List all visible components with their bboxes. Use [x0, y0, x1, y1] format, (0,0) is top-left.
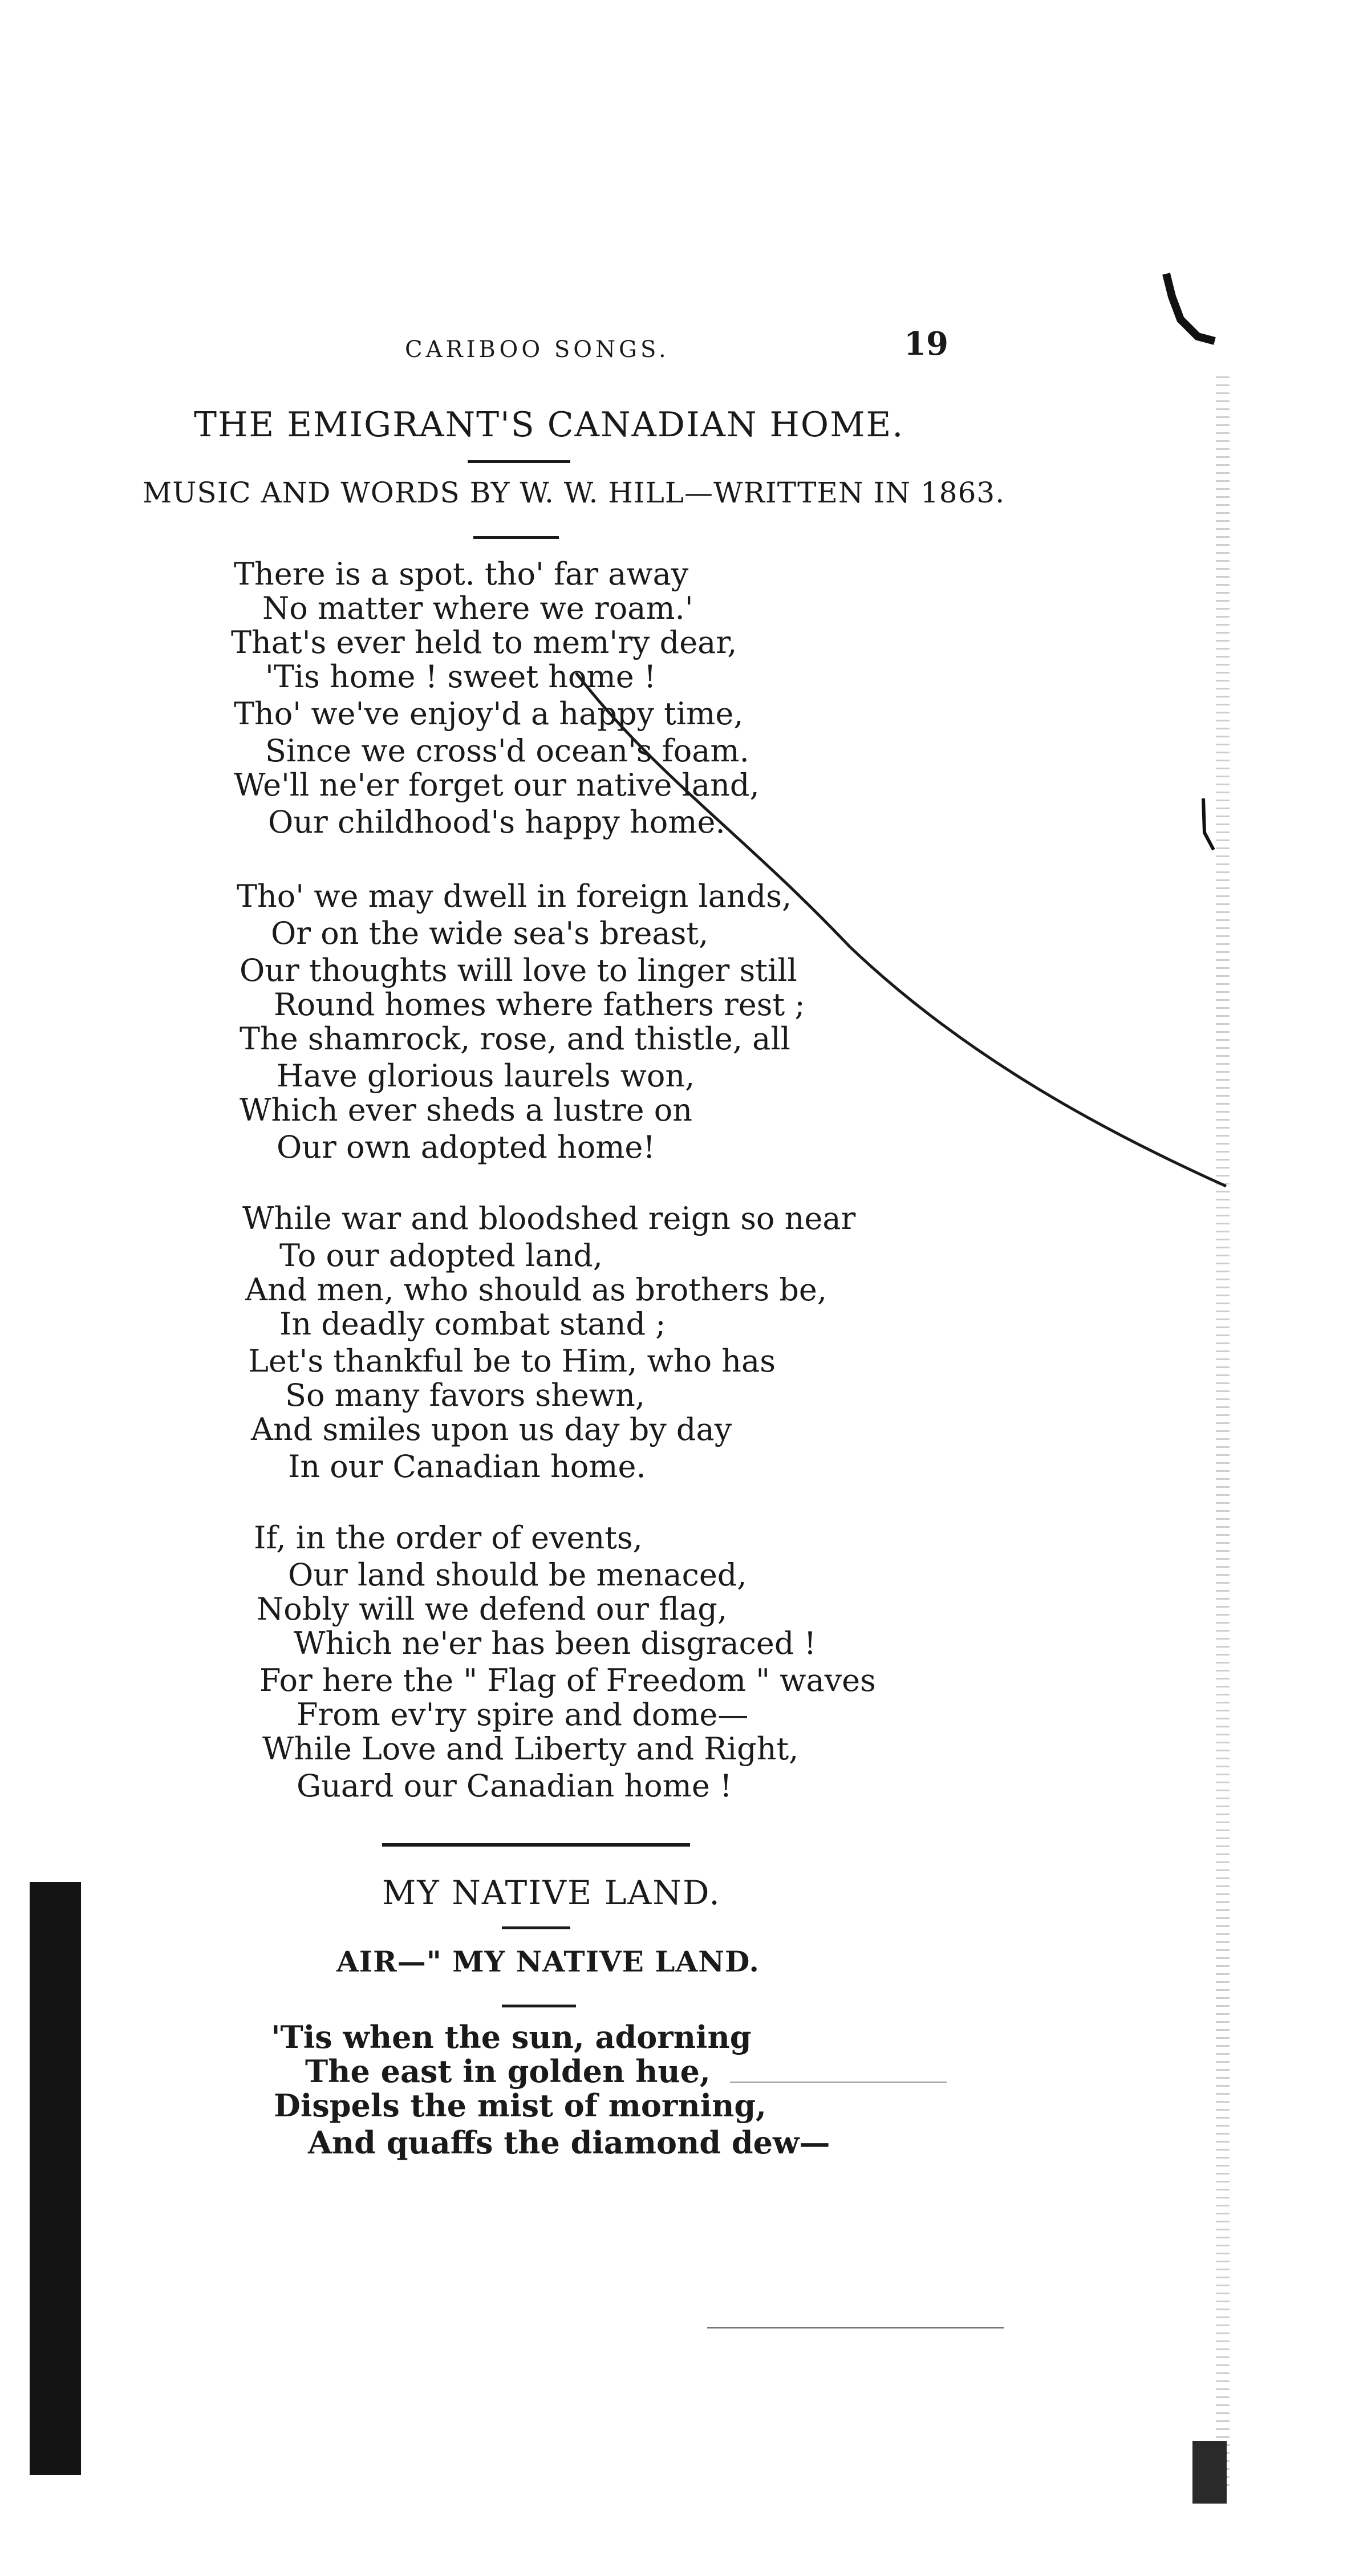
verse-line: While Love and Liberty and Right, [262, 1731, 799, 1767]
verse-line: In our Canadian home. [288, 1449, 646, 1484]
verse-line: So many favors shewn, [285, 1377, 646, 1413]
title-rule [468, 460, 570, 463]
verse-line: In deadly combat stand ; [279, 1306, 666, 1342]
verse-line: 'Tis when the sun, adorning [271, 2019, 752, 2055]
byline-rule [473, 536, 559, 539]
stray-line [707, 2327, 1004, 2328]
verse-line: From ev'ry spire and dome— [297, 1697, 749, 1733]
verse-line: Tho' we may dwell in foreign lands, [237, 878, 792, 914]
verse-line: There is a spot. tho' far away [234, 556, 689, 592]
verse-line: And smiles upon us day by day [251, 1411, 732, 1447]
verse-line: That's ever held to mem'ry dear, [231, 624, 737, 660]
verse-line: Or on the wide sea's breast, [271, 915, 709, 951]
verse-line: Which ne'er has been disgraced ! [294, 1625, 817, 1661]
verse-line: Our own adopted home! [277, 1129, 656, 1165]
song2-air-rule [502, 2005, 576, 2007]
verse-line: Our thoughts will love to linger still [240, 952, 797, 988]
song-title: THE EMIGRANT'S CANADIAN HOME. [194, 405, 904, 445]
margin-pen-mark [1203, 798, 1214, 850]
verse-line: We'll ne'er forget our native land, [234, 767, 760, 803]
section-divider [382, 1843, 690, 1847]
verse-line: Nobly will we defend our flag, [257, 1591, 728, 1627]
corner-pen-mark [1166, 274, 1215, 341]
verse-line: If, in the order of events, [254, 1520, 643, 1556]
verse-line: And men, who should as brothers be, [245, 1272, 827, 1308]
verse-line: Our land should be menaced, [288, 1557, 747, 1593]
song2-air: AIR—" MY NATIVE LAND. [336, 1945, 760, 1978]
song2-title-rule [502, 1926, 570, 1929]
verse-line: No matter where we roam.' [262, 590, 693, 626]
verse-line: Guard our Canadian home ! [297, 1768, 732, 1804]
verse-line: The shamrock, rose, and thistle, all [240, 1021, 790, 1057]
verse-line: Have glorious laurels won, [277, 1058, 695, 1094]
song2-title: MY NATIVE LAND. [382, 1873, 721, 1912]
page-number: 19 [904, 325, 948, 363]
verse-line: The east in golden hue, [305, 2053, 711, 2090]
verse-line: While war and bloodshed reign so near [242, 1200, 856, 1236]
verse-line: Tho' we've enjoy'd a happy time, [234, 696, 744, 732]
verse-line: To our adopted land, [279, 1238, 603, 1273]
song-byline: MUSIC AND WORDS BY W. W. HILL—WRITTEN IN 1863. [143, 476, 1005, 509]
verse-line: Let's thankful be to Him, who has [248, 1343, 776, 1379]
verse-line: For here the " Flag of Freedom " waves [259, 1662, 876, 1698]
verse-line: 'Tis home ! sweet home ! [265, 659, 656, 695]
running-head: CARIBOO SONGS. [405, 336, 670, 363]
verse-line: Dispels the mist of morning, [274, 2087, 766, 2124]
verse-line: Round homes where fathers rest ; [274, 987, 805, 1023]
stray-line [730, 2082, 947, 2083]
verse-line: And quaffs the diamond dew— [308, 2124, 830, 2161]
verse-line: Which ever sheds a lustre on [240, 1092, 693, 1128]
verse-line: Our childhood's happy home. [268, 804, 725, 840]
verse-line: Since we cross'd ocean's foam. [265, 733, 749, 769]
